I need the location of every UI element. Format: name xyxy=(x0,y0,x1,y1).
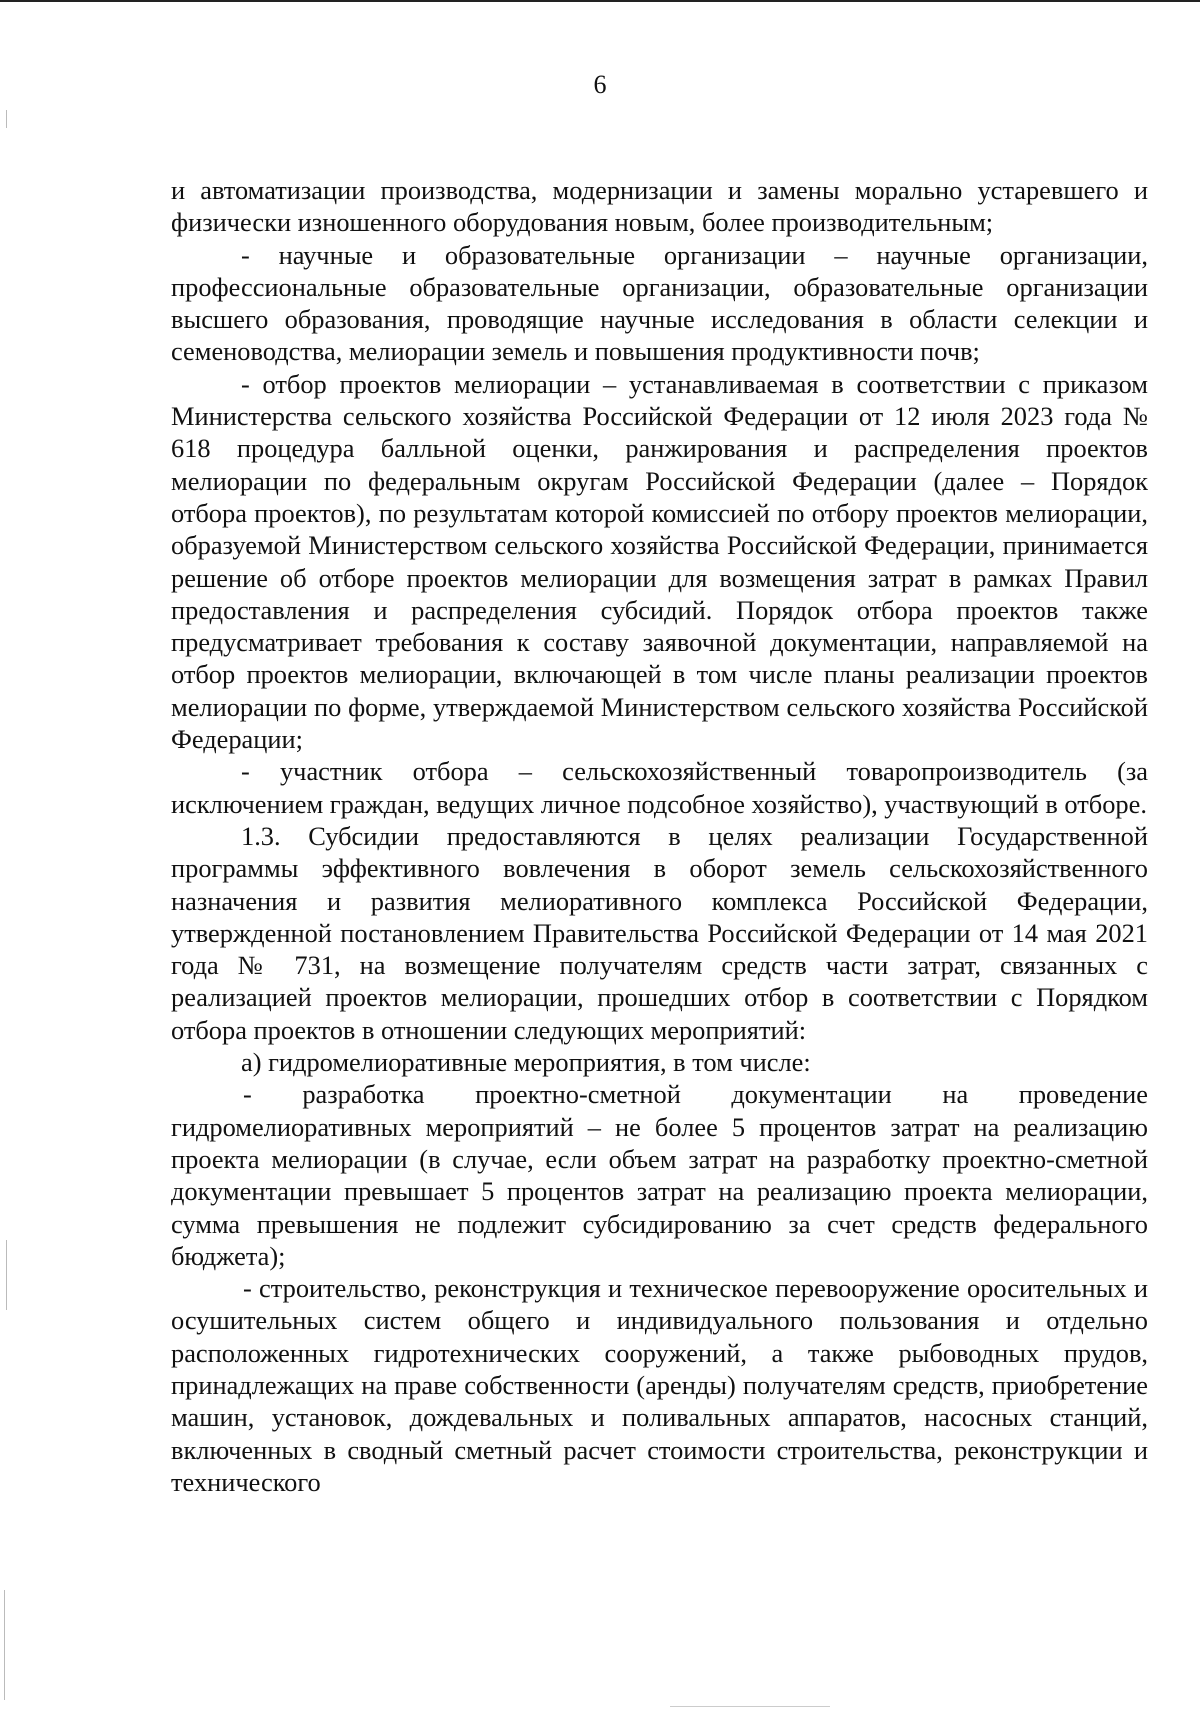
top-border-line xyxy=(0,0,1200,2)
paragraph-definition-selection-participant: - участник отбора – сельскохозяйственный товаропроизводитель (за исключением граждан, ведущих личное подсобное хозяйство), участвующий в отборе. xyxy=(171,756,1148,819)
paragraph-section-1-3: 1.3. Субсидии предоставляются в целях реализации Государственной программы эффективного вовлечения в оборот земель сельскохозяйственного назначения и развития мелиоративного комплекса Российской Федерации, утвержденной постановлением Правительства Российской Федерации от 14 мая 2021 года № 731, на возмещение получателям средств части затрат, связанных с реализацией проектов мелиорации, прошедших отбор в соответствии с Порядком отбора проектов в отношении следующих мероприятий: xyxy=(171,820,1148,1045)
paragraph-construction: - строительство, реконструкция и техническое перевооружение оросительных и осушительных систем общего и индивидуального пользования и отдельно расположенных гидротехнических сооружений, а также рыбоводных прудов, принадлежащих на праве собственности (аренды) получателям средств, приобретение машин, установок, дождевальных и поливальных аппаратов, насосных станций, включенных в сводный сметный расчет стоимости строительства, реконструкции и технического xyxy=(171,1273,1148,1497)
scan-artifact-left-bottom xyxy=(4,1590,5,1700)
scan-artifact-bottom xyxy=(670,1706,830,1707)
document-body xyxy=(171,174,1148,1498)
paragraph-continuation: и автоматизации производства, модернизации и замены морально устаревшего и физически изношенного оборудования новым, более производительным; xyxy=(171,175,1148,238)
paragraph-definition-science-organizations: - научные и образовательные организации – научные организации, профессиональные образовательные организации, образовательные организации высшего образования, проводящие научные исследования в области селекции и семеноводства, мелиорации земель и повышения продуктивности почв; xyxy=(171,239,1148,367)
scan-artifact-left-middle xyxy=(6,1240,7,1310)
paragraph-design-documentation: - разработка проектно-сметной документации на проведение гидромелиоративных мероприятий – не более 5 процентов затрат на реализацию проекта мелиорации (в случае, если объем затрат на разработку проектно-сметной документации превышает 5 процентов затрат на реализацию проекта мелиорации, сумма превышения не подлежит субсидированию за счет средств федерального бюджета); xyxy=(171,1079,1148,1271)
scan-artifact-left-top xyxy=(6,110,7,128)
paragraph-item-a: а) гидромелиоративные мероприятия, в том числе: xyxy=(241,1047,811,1078)
paragraph-definition-project-selection: - отбор проектов мелиорации – устанавливаемая в соответствии с приказом Министерства сельского хозяйства Российской Федерации от 12 июля 2023 года № 618 процедура балльной оценки, ранжирования и распределения проектов мелиорации по федеральным округам Российской Федерации (далее – Порядок отбора проектов), по результатам которой комиссией по отбору проектов мелиорации, образуемой Министерством сельского хозяйства Российской Федерации, принимается решение об отборе проектов мелиорации для возмещения затрат в рамках Правил предоставления и распределения субсидий. Порядок отбора проектов также предусматривает требования к составу заявочной документации, направляемой на отбор проектов мелиорации, включающей в том числе планы реализации проектов мелиорации по форме, утверждаемой Министерством сельского хозяйства Российской Федерации; xyxy=(171,368,1148,755)
page-number: 6 xyxy=(593,70,607,99)
